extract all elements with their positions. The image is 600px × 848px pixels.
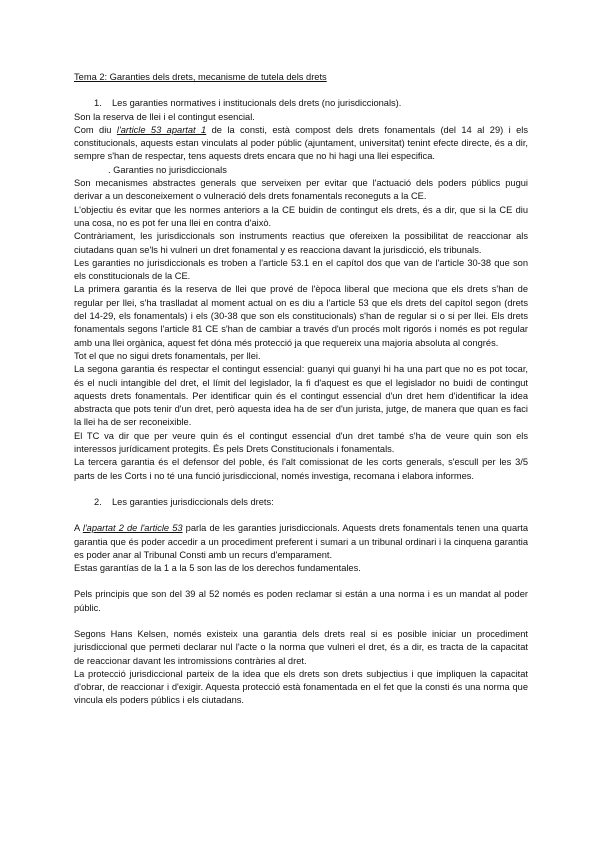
text-segment: de la consti, està compost dels drets fonamentals (del 14 al 29) i els constitucionals, aquests estan vinculats al poder públic (ajuntament, universitat) tenint efecte directe, és a dir, sempre s'han de respectar, tens aquests drets encara que no hi hagi una llei especifica. bbox=[74, 124, 528, 162]
article-reference: l'article 53 apartat 1 bbox=[116, 124, 207, 135]
paragraph: Tot el que no sigui drets fonamentals, per llei. bbox=[74, 350, 261, 361]
subheading-non-jurisdictional: . Garanties no jurisdiccionals bbox=[108, 164, 227, 175]
paragraph: La segona garantia és respectar el contingut essencial: guanyi qui guanyi hi ha una part que no es pot tocar, és el nucli intangible del dret, el límit del legislador, la fi d'aquest es que el legislador no buidi de contingut aquests drets fonamentals. Per identificar quin és el contingut essencial d'un dret hem d'identificar la idea abstracta que pots tenir d'un dret, però aquesta idea ha de ser d'un jurista, jutge, de manera que quan es faci la llei ha de ser reconeixible. bbox=[74, 364, 528, 428]
paragraph: El TC va dir que per veure quin és el contingut essencial d'un dret també s'ha de veure quin son els interessos jurídicament protegits. És pels Drets Constitucionals i fonamentals. bbox=[74, 430, 528, 455]
section-2-heading-text: Les garanties jurisdiccionals dels drets: bbox=[112, 496, 274, 507]
paragraph: Contràriament, les jurisdiccionals son instruments reactius que ofereixen la possibilitat de reaccionar als ciutadans quan se'ls hi vulneri un dret fonamental y es reacciona davant la jurisdicció, els tribunals. bbox=[74, 231, 528, 255]
section-1-number: 1. bbox=[94, 98, 102, 109]
article-reference: l'apartat 2 de l'article 53 bbox=[82, 523, 183, 534]
document-title: Tema 2: Garanties dels drets, mecanisme de tutela dels drets bbox=[74, 72, 327, 82]
paragraph: La tercera garantia és el defensor del poble, és l'alt comissionat de les corts generals, s'escull per les 3/5 parts de les Corts i no té una funció jurisdiccional, només investiga, recomana i elabora informes. bbox=[74, 457, 528, 481]
section-1-intro: Son la reserva de llei i el contingut esencial. bbox=[74, 111, 255, 122]
document-body bbox=[74, 71, 528, 708]
section-1-heading bbox=[94, 97, 528, 110]
text-segment: A bbox=[74, 523, 83, 534]
section-2-heading bbox=[94, 496, 528, 509]
paragraph: Les garanties no jurisdiccionals es troben a l'article 53.1 en el capítol dos que van de l'article 30-38 que son els constitucionals de la CE. bbox=[74, 257, 528, 282]
paragraph: Estas garantías de la 1 a la 5 son las de los derechos fundamentales. bbox=[74, 563, 361, 574]
paragraph: La primera garantia és la reserva de llei que prové de l'època liberal que meciona que els drets s'han de regular per llei, s'ha traslladat al moment actual on es diu a l'article 53 que els drets del capítol segon (drets del 14-29, els fonamentals) i els (30-38 que son els constitucionals) s'han de regular si o si per llei. Els drets fonamentals segons l'article 81 CE s'han de cambiar a través d'un procés molt rigorós i només es pot regular amb una llei orgànica, aquest fet dóna més protecció ja que requereix una majoria absoluta al congrés. bbox=[74, 284, 528, 348]
paragraph: Segons Hans Kelsen, només existeix una garantia dels drets real si es posible iniciar un procediment jurisdiccional que permeti declarar nul l'acte o la norma que vulneri el dret, és a dir, es tracta de la capacitat de reaccionar davant les intromissions contràries al dret. bbox=[74, 628, 528, 666]
section-2-number: 2. bbox=[94, 496, 102, 507]
section-1-heading-text: Les garanties normatives i institucionals dels drets (no jurisdiccionals). bbox=[112, 98, 402, 109]
text-segment: parla de les garanties jurisdiccionals. Aquests drets fonamentals tenen una quarta garantia que és poder accedir a un procediment preferent i sumari a un tribunal ordinari i la cinquena garantia es poder anar al Tribunal Consti amb un recurs d'emparament. bbox=[74, 523, 528, 560]
section-2-paragraph-article-53-2 bbox=[74, 522, 528, 562]
text-segment: Com diu bbox=[74, 124, 117, 135]
paragraph: Son mecanismes abstractes generals que serveixen per evitar que l'actuació dels poders públics pugui derivar a un desconeixement o vulneració dels drets fonamentals reconeguts a la CE. bbox=[74, 178, 528, 202]
paragraph: La protecció jurisdiccional parteix de la idea que els drets son drets subjectius i que impliquen la capacitat d'obrar, de reaccionar i d'exigir. Aquesta protecció està fonamentada en el fet que la consti és una norma que vincula els poders públics i els ciutadans. bbox=[74, 668, 528, 706]
paragraph: L'objectiu és evitar que les normes anteriors a la CE buidin de contingut els drets, és a dir, que si la CE diu una cosa, no es pot fer una llei en contra d'això. bbox=[74, 204, 528, 228]
section-1-paragraph-article-53-1 bbox=[74, 124, 528, 164]
paragraph: Pels principis que son del 39 al 52 només es poden reclamar si están a una norma i es un mandat al poder públic. bbox=[74, 589, 528, 613]
